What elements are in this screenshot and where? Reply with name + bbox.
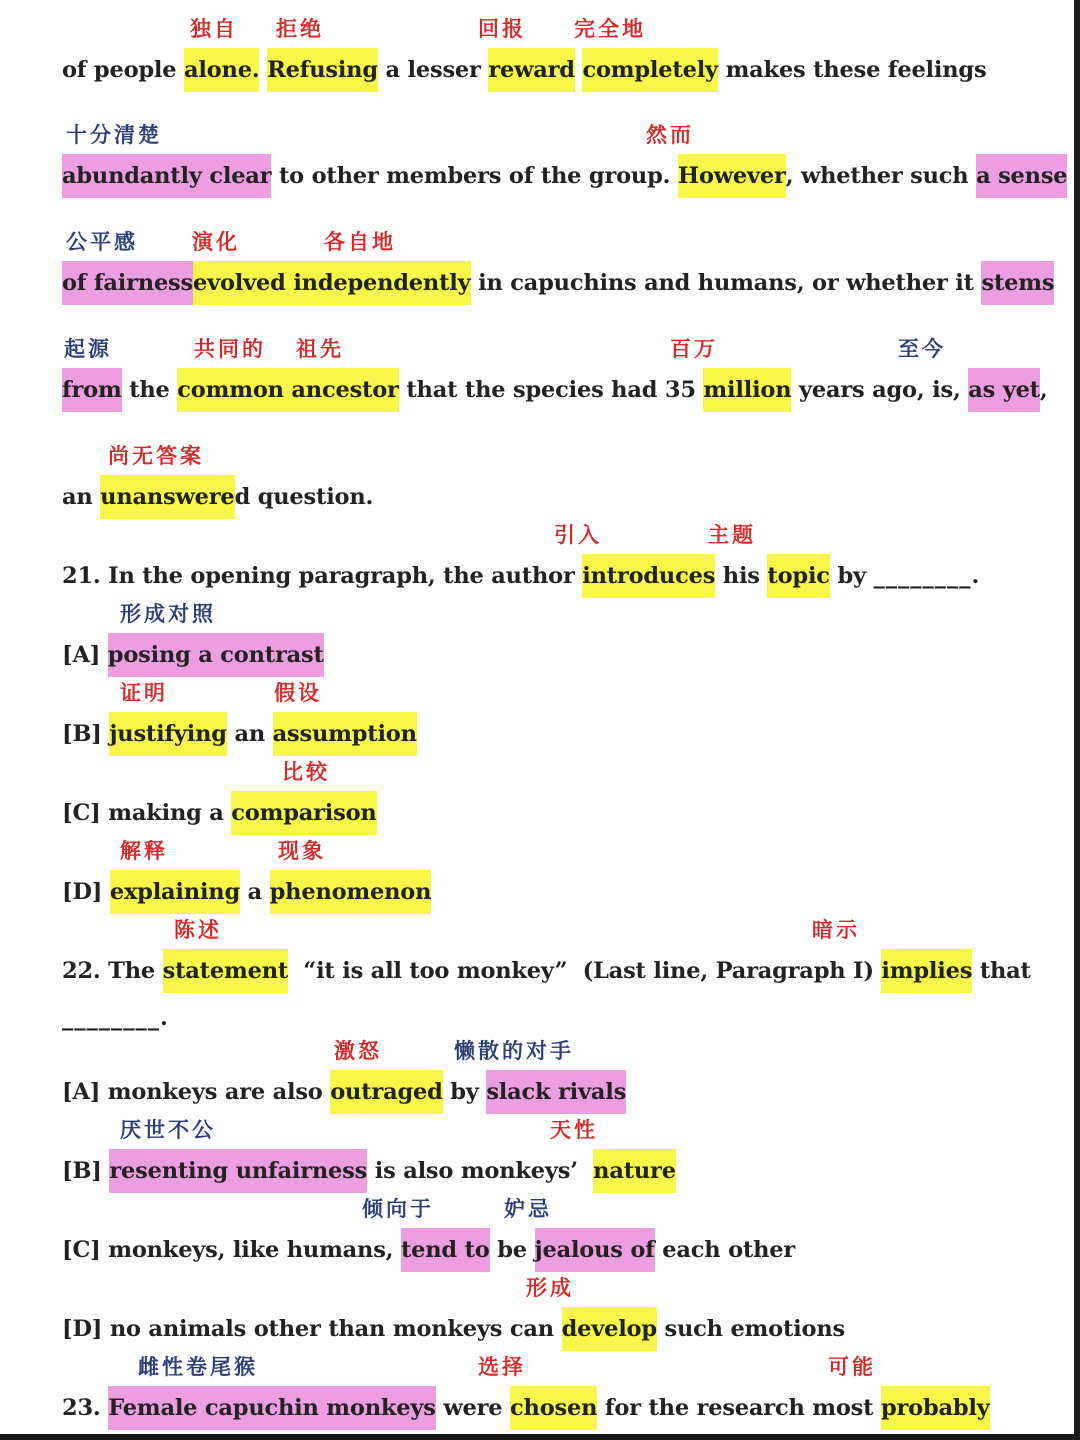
highlight-statement: statement (163, 949, 288, 993)
annotation-phenomenon: 现象 (278, 839, 326, 863)
text-segment: that (972, 958, 1031, 984)
text-segment: by (829, 563, 874, 589)
text-segment: such emotions (656, 1316, 845, 1342)
text-segment (286, 261, 294, 305)
highlight-unanswered: unanswere (100, 475, 234, 519)
text-segment: , whether such (785, 163, 977, 189)
annotation-explaining: 解释 (120, 839, 168, 863)
annotation-resenting-unfairness: 厌世不公 (120, 1118, 216, 1142)
highlight-nature: nature (593, 1149, 676, 1193)
passage-line-2 (62, 154, 1067, 198)
highlight-a-sense: a sense (976, 154, 1067, 198)
annotation-abundantly-clear: 十分清楚 (66, 123, 162, 147)
passage-line-4 (62, 368, 1048, 412)
question-22-option-c (62, 1228, 795, 1272)
annotation-tend-to: 倾向于 (362, 1197, 434, 1221)
passage-line-5 (62, 475, 373, 519)
text-segment: years ago, is, (791, 377, 969, 403)
highlight-introduces: introduces (582, 554, 715, 598)
option-label: [B] (62, 1158, 110, 1184)
highlight-alone: alone. (184, 48, 259, 92)
text-segment: be (489, 1237, 535, 1263)
annotation-unanswered: 尚无答案 (108, 444, 204, 468)
text-segment (575, 57, 583, 83)
text-segment: were (435, 1395, 511, 1421)
annotation-develop: 形成 (526, 1276, 574, 1300)
text-segment: a lesser (377, 57, 489, 83)
annotation-justifying: 证明 (120, 681, 168, 705)
annotation-evolved: 演化 (192, 230, 240, 254)
question-22-option-a (62, 1070, 626, 1114)
highlight-refusing: Refusing (267, 48, 378, 92)
question-22-blank-line (62, 996, 169, 1040)
highlight-resenting-unfairness: resenting unfairness (109, 1149, 367, 1193)
option-label: [D] (62, 879, 110, 905)
highlight-slack-rivals: slack rivals (486, 1070, 626, 1114)
annotation-alone: 独自 (190, 17, 238, 41)
option-label: [A] (62, 642, 108, 668)
passage-line-3 (62, 261, 1054, 305)
annotation-jealous-of: 妒忌 (504, 1197, 552, 1221)
highlight-common-ancestor: common ancestor (177, 368, 398, 412)
answer-blank: ________. (62, 1005, 169, 1031)
text-segment: the (121, 377, 178, 403)
passage-line-1 (62, 48, 986, 92)
page-edge-right (1074, 0, 1080, 1440)
highlight-stems: stems (981, 261, 1054, 305)
text-segment: is also monkeys’ (367, 1158, 594, 1184)
annotation-chosen: 选择 (478, 1355, 526, 1379)
text-segment: , (1039, 377, 1048, 403)
annotation-probably: 可能 (828, 1355, 876, 1379)
highlight-reward: reward (488, 48, 575, 92)
question-22-stem (62, 949, 1031, 993)
highlight-jealous-of: jealous of (535, 1228, 655, 1272)
option-label: [B] (62, 721, 110, 747)
question-22-option-d (62, 1307, 845, 1351)
annotation-introduces: 引入 (554, 523, 602, 547)
text-segment: each other (654, 1237, 796, 1263)
annotation-reward: 回报 (478, 17, 526, 41)
text-segment: 23. (62, 1395, 109, 1421)
annotation-independently: 各自地 (324, 230, 396, 254)
annotation-comparison: 比较 (282, 760, 330, 784)
highlight-from: from (62, 368, 122, 412)
question-21-option-a (62, 633, 324, 677)
highlight-of-fairness: of fairness (62, 261, 193, 305)
annotation-ancestor: 祖先 (296, 337, 344, 361)
text-segment: 21. In the opening paragraph, the author (62, 563, 583, 589)
text-segment: by (442, 1079, 487, 1105)
highlight-topic: topic (767, 554, 829, 598)
text-segment: makes these feelings (717, 57, 987, 83)
text-segment: for the research most (597, 1395, 881, 1421)
highlight-explaining: explaining (110, 870, 240, 914)
highlight-tend-to: tend to (401, 1228, 490, 1272)
annotation-refusing: 拒绝 (276, 17, 324, 41)
text-segment: in capuchins and humans, or whether it (470, 270, 982, 296)
text-segment: his (715, 563, 768, 589)
annotation-statement: 陈述 (174, 918, 222, 942)
annotation-nature: 天性 (550, 1118, 598, 1142)
annotation-sense-of-fairness: 公平感 (66, 230, 138, 254)
question-21-option-d (62, 870, 431, 914)
text-segment: d question. (234, 484, 374, 510)
text-segment (259, 57, 267, 83)
question-23-stem (62, 1386, 990, 1430)
highlight-however: However (678, 154, 786, 198)
highlight-assumption: assumption (273, 712, 417, 756)
annotation-slack-rivals: 懒散的对手 (454, 1039, 574, 1063)
option-label: [C] monkeys, like humans, (62, 1237, 401, 1263)
answer-blank: ________. (873, 563, 981, 589)
highlight-chosen: chosen (510, 1386, 597, 1430)
text-segment: that the species had 35 (398, 377, 704, 403)
highlight-female-capuchin-monkeys: Female capuchin monkeys (108, 1386, 436, 1430)
annotation-from: 起源 (64, 337, 112, 361)
page-edge-bottom (0, 1434, 1080, 1440)
highlight-implies: implies (881, 949, 972, 993)
text-segment: “it is all too monkey” (Last line, Paragraph I) (288, 958, 882, 984)
highlight-develop: develop (562, 1307, 657, 1351)
annotation-posing-contrast: 形成对照 (120, 602, 216, 626)
annotation-as-yet: 至今 (898, 337, 946, 361)
highlight-outraged: outraged (330, 1070, 442, 1114)
annotation-completely: 完全地 (574, 17, 646, 41)
annotation-however: 然而 (646, 123, 694, 147)
highlight-abundantly-clear: abundantly clear (62, 154, 271, 198)
highlight-independently: independently (293, 261, 470, 305)
highlight-posing-a-contrast: posing a contrast (108, 633, 324, 677)
annotation-outraged: 激怒 (334, 1039, 382, 1063)
highlight-million: million (703, 368, 791, 412)
highlight-as-yet: as yet (968, 368, 1040, 412)
question-21-stem (62, 554, 980, 598)
question-21-option-b (62, 712, 417, 756)
highlight-probably: probably (881, 1386, 990, 1430)
text-segment: a (239, 879, 270, 905)
annotation-million: 百万 (670, 337, 718, 361)
annotation-topic: 主题 (708, 523, 756, 547)
text-segment: to other members of the group. (271, 163, 678, 189)
text-segment: of people (62, 57, 185, 83)
text-segment: an (62, 484, 101, 510)
highlight-comparison: comparison (231, 791, 376, 835)
text-segment: an (226, 721, 273, 747)
option-label: [D] no animals other than monkeys can (62, 1316, 562, 1342)
question-21-option-c (62, 791, 377, 835)
annotation-common: 共同的 (194, 337, 266, 361)
option-label: [A] monkeys are also (62, 1079, 331, 1105)
option-label: [C] making a (62, 800, 232, 826)
highlight-phenomenon: phenomenon (270, 870, 432, 914)
annotation-female-capuchin: 雌性卷尾猴 (138, 1355, 258, 1379)
annotation-assumption: 假设 (274, 681, 322, 705)
highlight-evolved: evolved (193, 261, 286, 305)
highlight-completely: completely (582, 48, 717, 92)
text-segment: 22. The (62, 958, 163, 984)
annotation-implies: 暗示 (812, 918, 860, 942)
question-22-option-b (62, 1149, 676, 1193)
highlight-justifying: justifying (109, 712, 227, 756)
